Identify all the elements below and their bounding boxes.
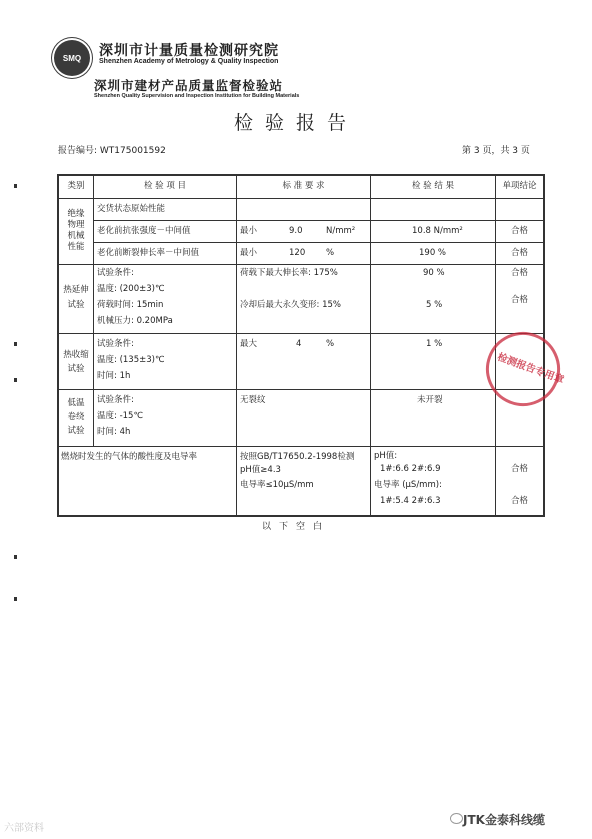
scan-mark bbox=[14, 597, 17, 601]
watermark-right: JTK金泰科线缆 bbox=[463, 813, 545, 827]
watermark-left: 六部资料 bbox=[4, 823, 44, 834]
header-conclusion: 单项结论 bbox=[502, 181, 537, 191]
wechat-icon bbox=[450, 813, 463, 824]
result-permanent-set: 5 % bbox=[426, 300, 443, 310]
result-conductivity-values: 1#:5.4 2#:6.3 bbox=[380, 496, 441, 506]
condition-line: 时间: 4h bbox=[97, 427, 131, 437]
result-max-elongation: 90 % bbox=[423, 268, 445, 278]
req-elongation-prefix: 最小 bbox=[240, 248, 258, 258]
req-elongation-value: 120 bbox=[289, 248, 306, 258]
condition-title: 试验条件: bbox=[97, 339, 134, 349]
conclusion-conductivity: 合格 bbox=[510, 496, 528, 506]
conclusion-ph: 合格 bbox=[510, 464, 528, 474]
result-tensile: 10.8 N/mm² bbox=[412, 226, 463, 236]
req-ph: pH值≥4.3 bbox=[240, 465, 281, 475]
category-line: 低温 bbox=[67, 398, 85, 408]
report-title: 检验报告 bbox=[233, 112, 358, 134]
item-tensile-strength: 老化前抗张强度－中间值 bbox=[97, 226, 191, 236]
req-shrinkage-value: 4 bbox=[296, 339, 302, 349]
req-tensile-unit: N/mm² bbox=[326, 226, 356, 236]
smq-logo: SMQ bbox=[54, 40, 90, 76]
org-name-cn-2: 深圳市建材产品质量监督检验站 bbox=[94, 78, 284, 93]
stamp-text: 检测报告专用章 bbox=[495, 351, 566, 387]
org-name-en-2: Shenzhen Quality Supervision and Inspection Institution for Building Materials bbox=[94, 93, 300, 99]
page-info: 第 3 页，共 3 页 bbox=[462, 146, 530, 156]
scan-mark bbox=[14, 555, 17, 559]
req-standard: 按照GB/T17650.2-1998检测 bbox=[240, 452, 355, 462]
result-shrinkage: 1 % bbox=[426, 339, 443, 349]
category-line: 热收缩 bbox=[63, 350, 89, 360]
category-line: 机械 bbox=[67, 231, 85, 241]
header-category: 类别 bbox=[67, 181, 85, 191]
conclusion-permanent-set: 合格 bbox=[510, 295, 528, 305]
result-ph-values: 1#:6.6 2#:6.9 bbox=[380, 464, 441, 474]
req-shrinkage-unit: % bbox=[326, 339, 335, 349]
conclusion-max-elongation: 合格 bbox=[510, 268, 528, 278]
category-line: 热延伸 bbox=[63, 285, 89, 295]
table-border-bottom bbox=[57, 515, 545, 517]
req-tensile-value: 9.0 bbox=[289, 226, 303, 236]
condition-title: 试验条件: bbox=[97, 268, 134, 278]
conclusion-tensile: 合格 bbox=[510, 226, 528, 236]
scan-mark bbox=[14, 184, 17, 188]
item-elongation: 老化前断裂伸长率－中间值 bbox=[97, 248, 200, 258]
condition-line: 时间: 1h bbox=[97, 371, 131, 381]
row-divider-g3 bbox=[57, 389, 545, 390]
scan-mark bbox=[14, 378, 17, 382]
header-result: 检 验 结 果 bbox=[411, 181, 455, 191]
row-divider-g1a bbox=[93, 220, 545, 221]
conclusion-elongation: 合格 bbox=[510, 248, 528, 258]
category-line: 试验 bbox=[67, 300, 85, 310]
result-ph-title: pH值: bbox=[374, 451, 398, 461]
end-of-report-text: 以下空白 bbox=[261, 522, 330, 532]
scan-mark bbox=[14, 342, 17, 346]
req-tensile-prefix: 最小 bbox=[240, 226, 258, 236]
condition-line: 温度: (135±3)℃ bbox=[97, 355, 165, 365]
result-elongation: 190 % bbox=[419, 248, 447, 258]
req-no-cracks: 无裂纹 bbox=[240, 395, 266, 405]
req-shrinkage-prefix: 最大 bbox=[240, 339, 258, 349]
category-line: 试验 bbox=[67, 364, 85, 374]
req-elongation-unit: % bbox=[326, 248, 335, 258]
org-name-cn-1: 深圳市计量质量检测研究院 bbox=[99, 43, 279, 59]
item-original-performance: 交货状态原始性能 bbox=[97, 204, 166, 214]
row-divider-g1 bbox=[57, 264, 545, 265]
condition-line: 温度: -15℃ bbox=[97, 411, 143, 421]
col-divider-3 bbox=[370, 174, 371, 517]
category-line: 试验 bbox=[67, 426, 85, 436]
org-name-en-1: Shenzhen Academy of Metrology & Quality Inspection bbox=[99, 58, 279, 65]
condition-line: 荷载时间: 15min bbox=[97, 300, 164, 310]
col-divider-2 bbox=[236, 174, 237, 517]
req-permanent-set: 冷却后最大永久变形: 15% bbox=[240, 300, 341, 310]
condition-line: 温度: (200±3)℃ bbox=[97, 284, 165, 294]
table-border-top bbox=[57, 174, 545, 176]
category-line: 性能 bbox=[67, 242, 85, 252]
condition-title: 试验条件: bbox=[97, 395, 134, 405]
result-not-cracked: 未开裂 bbox=[417, 395, 443, 405]
result-conductivity-title: 电导率 (μS/mm): bbox=[374, 480, 442, 490]
req-max-elongation: 荷载下最大伸长率: 175% bbox=[240, 268, 338, 278]
header-item: 检 验 项 目 bbox=[143, 181, 187, 191]
category-line: 物理 bbox=[67, 220, 85, 230]
item-acidity-conductivity: 燃烧时发生的气体的酸性度及电导率 bbox=[61, 452, 198, 462]
col-divider-1 bbox=[93, 174, 94, 447]
req-conductivity: 电导率≤10μS/mm bbox=[240, 480, 314, 490]
report-number: 报告编号: WT175001592 bbox=[58, 146, 166, 156]
row-divider-g2 bbox=[57, 333, 545, 334]
condition-line: 机械压力: 0.20MPa bbox=[97, 316, 173, 326]
category-line: 绝缘 bbox=[67, 209, 85, 219]
header-requirement: 标 准 要 求 bbox=[282, 181, 325, 191]
row-divider-header bbox=[57, 198, 545, 199]
row-divider-g4 bbox=[57, 446, 545, 447]
row-divider-g1b bbox=[93, 242, 545, 243]
category-line: 卷绕 bbox=[67, 412, 85, 422]
inspection-stamp bbox=[476, 322, 571, 417]
